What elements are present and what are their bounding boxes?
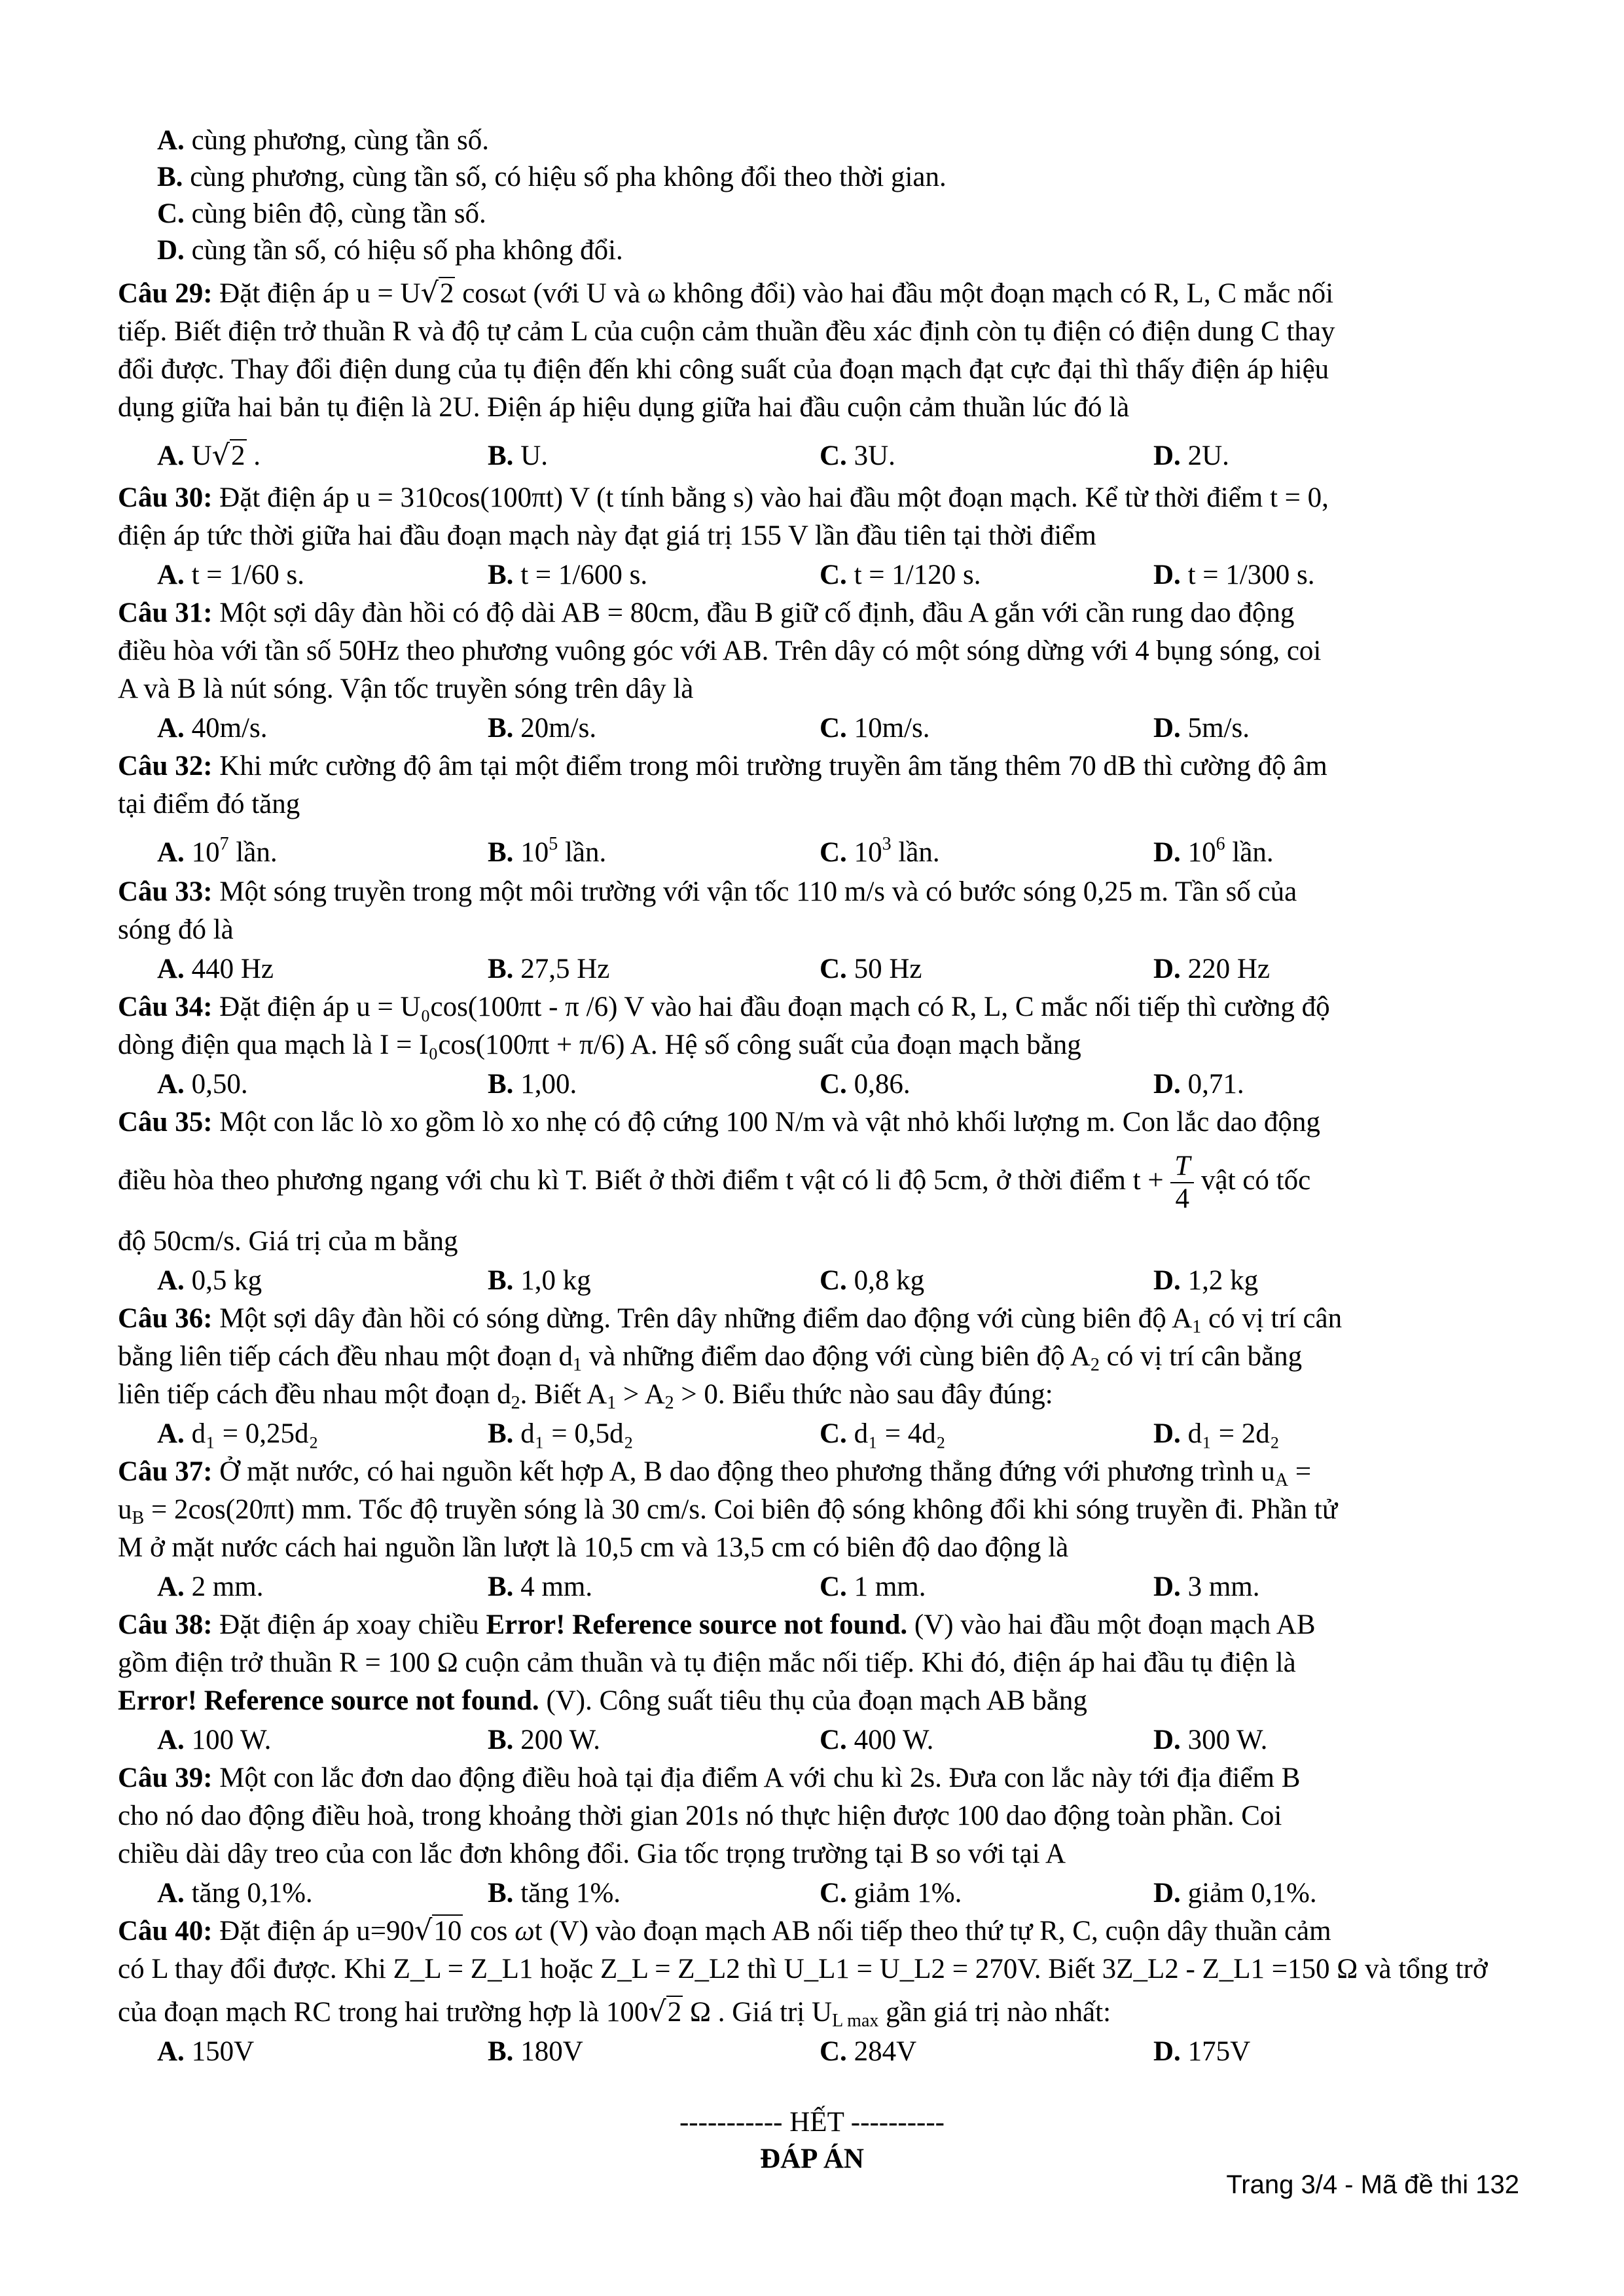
q36-line-3: liên tiếp cách đều nhau một đoạn $d_2$. Biết $A_1 > A_2 > 0$. Biểu thức nào sau đây đúng: bbox=[118, 1379, 1053, 1413]
q28-option-c: C. cùng biên độ, cùng tần số. bbox=[157, 198, 486, 229]
q39-line-2: cho nó dao động điều hoà, trong khoảng thời gian 201s nó thực hiện được 100 dao động toàn phần. Coi bbox=[118, 1801, 1282, 1831]
q30-option-c: C. t = 1/120 s. bbox=[820, 560, 981, 590]
q34-line-1: Câu 34: Đặt điện áp u = U₀cos(100πt - π /6) V vào hai đầu đoạn mạch có R, L, C mắc nối tiếp thì cường độ bbox=[118, 992, 1330, 1022]
q40-line-1: Câu 40: Đặt điện áp u=90√10 cos ωt (V) vào đoạn mạch AB nối tiếp theo thứ tự R, C, cuộn dây thuần cảm bbox=[118, 1914, 1331, 1947]
q29-option-d: D. 2U. bbox=[1153, 440, 1229, 471]
q32-option-b: B. $10^5$ lần. bbox=[488, 834, 607, 868]
q30-line-1: Câu 30: Đặt điện áp u = 310cos(100πt) V (t tính bằng s) vào hai đầu một đoạn mạch. Kể từ thời điểm t = 0, bbox=[118, 482, 1329, 513]
q35-line-2: điều hòa theo phương ngang với chu kì T. Biết ở thời điểm t vật có li độ 5cm, ở thời điểm t + $\frac{T}{4}$ vật có tốc bbox=[118, 1151, 1311, 1215]
q31-option-c: C. 10m/s. bbox=[820, 713, 930, 744]
q40-line-2: có L thay đổi được. Khi Z_L = Z_L1 hoặc Z_L = Z_L2 thì U_L1 = U_L2 = 270V. Biết 3Z_L2 - Z_L1 =150 Ω và tổng trở bbox=[118, 1954, 1488, 1984]
q36-line-2: bằng liên tiếp cách đều nhau một đoạn $d_1$ và những điểm dao động với cùng biên độ $A_2$ có vị trí cân bằng bbox=[118, 1341, 1303, 1375]
q29-option-b: B. U. bbox=[488, 440, 548, 471]
q40-option-c: C. 284V bbox=[820, 2036, 917, 2067]
q33-line-2: sóng đó là bbox=[118, 914, 234, 945]
q34-option-d: D. 0,71. bbox=[1153, 1069, 1244, 1100]
q37-line-3: M ở mặt nước cách hai nguồn lần lượt là 10,5 cm và 13,5 cm có biên độ dao động là bbox=[118, 1532, 1069, 1563]
q31-option-b: B. 20m/s. bbox=[488, 713, 597, 744]
q28-option-b: B. cùng phương, cùng tần số, có hiệu số pha không đổi theo thời gian. bbox=[157, 162, 947, 192]
q30-option-d: D. t = 1/300 s. bbox=[1153, 560, 1315, 590]
end-mark: ----------- HẾT ---------- bbox=[679, 2107, 945, 2138]
q35-line-3: độ 50cm/s. Giá trị của m bằng bbox=[118, 1226, 458, 1257]
q31-line-2: điều hòa với tần số 50Hz theo phương vuông góc với AB. Trên dây có một sóng dừng với 4 bụng sóng, coi bbox=[118, 636, 1322, 666]
q38-option-b: B. 200 W. bbox=[488, 1725, 601, 1755]
q38-line-3: Error! Reference source not found. (V). Công suất tiêu thụ của đoạn mạch AB bằng bbox=[118, 1685, 1087, 1716]
q37-option-c: C. 1 mm. bbox=[820, 1571, 926, 1602]
q37-option-d: D. 3 mm. bbox=[1153, 1571, 1260, 1602]
q39-line-3: chiều dài dây treo của con lắc đơn không đổi. Gia tốc trọng trường tại B so với tại A bbox=[118, 1839, 1066, 1869]
q28-option-d: D. cùng tần số, có hiệu số pha không đổi. bbox=[157, 235, 623, 266]
t-over-4-fraction: $\frac{T}{4}$ bbox=[1170, 1151, 1194, 1215]
q36-option-d: D. d₁ = 2d₂ bbox=[1153, 1418, 1280, 1449]
q32-option-c: C. $10^3$ lần. bbox=[820, 834, 940, 868]
q40-line-3: của đoạn mạch RC trong hai trường hợp là 100√2 Ω . Giá trị $U_{L max}$ gần giá trị nào nhất: bbox=[118, 1996, 1111, 2031]
q37-option-b: B. 4 mm. bbox=[488, 1571, 593, 1602]
q33-option-c: C. 50 Hz bbox=[820, 954, 922, 984]
q31-line-1: Câu 31: Một sợi dây đàn hồi có độ dài AB = 80cm, đầu B giữ cố định, đầu A gắn với cần rung dao động bbox=[118, 598, 1295, 628]
q30-option-b: B. t = 1/600 s. bbox=[488, 560, 648, 590]
q29-line-1: Câu 29: Đặt điện áp u = U√2 cosωt (với U và ω không đổi) vào hai đầu một đoạn mạch có R, L, C mắc nối bbox=[118, 277, 1334, 310]
q38-option-d: D. 300 W. bbox=[1153, 1725, 1268, 1755]
q29-line-2: tiếp. Biết điện trở thuần R và độ tự cảm L của cuộn cảm thuần đều xác định còn tụ điện có điện dung C thay bbox=[118, 316, 1335, 347]
q30-option-a: A. t = 1/60 s. bbox=[157, 560, 304, 590]
q32-option-d: D. $10^6$ lần. bbox=[1153, 834, 1274, 868]
q38-line-2: gồm điện trở thuần R = 100 Ω cuộn cảm thuần và tụ điện mắc nối tiếp. Khi đó, điện áp hai đầu tụ điện là bbox=[118, 1647, 1296, 1678]
q32-line-1: Câu 32: Khi mức cường độ âm tại một điểm trong môi trường truyền âm tăng thêm 70 dB thì cường độ âm bbox=[118, 751, 1327, 781]
q37-line-2: $u_B = 2\cos(20\pi t)$ mm. Tốc độ truyền sóng là 30 cm/s. Coi biên độ sóng không đổi khi sóng truyền đi. Phần tử bbox=[118, 1494, 1338, 1528]
q34-option-b: B. 1,00. bbox=[488, 1069, 577, 1100]
q31-option-a: A. 40m/s. bbox=[157, 713, 268, 744]
q31-line-3: A và B là nút sóng. Vận tốc truyền sóng trên dây là bbox=[118, 673, 694, 704]
q38-option-a: A. 100 W. bbox=[157, 1725, 272, 1755]
answer-heading: ĐÁP ÁN bbox=[760, 2144, 864, 2174]
q34-option-a: A. 0,50. bbox=[157, 1069, 248, 1100]
q39-option-b: B. tăng 1%. bbox=[488, 1878, 621, 1909]
q39-line-1: Câu 39: Một con lắc đơn dao động điều hoà tại địa điểm A với chu kì 2s. Đưa con lắc này tới địa điểm B bbox=[118, 1763, 1301, 1793]
q35-line-1: Câu 35: Một con lắc lò xo gồm lò xo nhẹ có độ cứng 100 N/m và vật nhỏ khối lượng m. Con lắc dao động bbox=[118, 1107, 1320, 1138]
q32-option-a: A. $10^7$ lần. bbox=[157, 834, 278, 868]
q33-option-b: B. 27,5 Hz bbox=[488, 954, 610, 984]
q32-line-2: tại điểm đó tăng bbox=[118, 789, 300, 819]
q37-line-1: Câu 37: Ở mặt nước, có hai nguồn kết hợp A, B dao động theo phương thẳng đứng với phương trình $u_A$ = bbox=[118, 1456, 1312, 1490]
q40-option-b: B. 180V bbox=[488, 2036, 583, 2067]
q31-option-d: D. 5m/s. bbox=[1153, 713, 1250, 744]
q35-option-b: B. 1,0 kg bbox=[488, 1265, 591, 1296]
q33-option-d: D. 220 Hz bbox=[1153, 954, 1270, 984]
q40-option-a: A. 150V bbox=[157, 2036, 255, 2067]
q34-line-2: dòng điện qua mạch là I = I₀cos(100πt + π/6) A. Hệ số công suất của đoạn mạch bằng bbox=[118, 1030, 1081, 1060]
q35-option-a: A. 0,5 kg bbox=[157, 1265, 262, 1296]
q36-option-c: C. d₁ = 4d₂ bbox=[820, 1418, 946, 1449]
q35-option-d: D. 1,2 kg bbox=[1153, 1265, 1259, 1296]
page-footer: Trang 3/4 - Mã đề thi 132 bbox=[1226, 2170, 1519, 2199]
q33-line-1: Câu 33: Một sóng truyền trong một môi trường với vận tốc 110 m/s và có bước sóng 0,25 m. Tần số của bbox=[118, 876, 1297, 907]
q29-line-4: dụng giữa hai bản tụ điện là 2U. Điện áp hiệu dụng giữa hai đầu cuộn cảm thuần lúc đó là bbox=[118, 392, 1130, 423]
q39-option-c: C. giảm 1%. bbox=[820, 1878, 962, 1909]
q36-line-1: Câu 36: Một sợi dây đàn hồi có sóng dừng. Trên dây những điểm dao động với cùng biên độ $A_1$ có vị trí cân bbox=[118, 1303, 1343, 1337]
q33-option-a: A. 440 Hz bbox=[157, 954, 274, 984]
q39-option-d: D. giảm 0,1%. bbox=[1153, 1878, 1317, 1909]
q29-option-a: A. U√2 . bbox=[157, 439, 261, 472]
q34-option-c: C. 0,86. bbox=[820, 1069, 911, 1100]
q29-line-3: đổi được. Thay đổi điện dung của tụ điện đến khi công suất của đoạn mạch đạt cực đại thì thấy điện áp hiệu bbox=[118, 354, 1329, 385]
q38-line-1: Câu 38: Đặt điện áp xoay chiều Error! Reference source not found. (V) vào hai đầu một đoạn mạch AB bbox=[118, 1609, 1316, 1640]
q28-option-a: A. cùng phương, cùng tần số. bbox=[157, 125, 490, 156]
q37-option-a: A. 2 mm. bbox=[157, 1571, 264, 1602]
q38-option-c: C. 400 W. bbox=[820, 1725, 934, 1755]
q36-option-b: B. d₁ = 0,5d₂ bbox=[488, 1418, 634, 1449]
q30-line-2: điện áp tức thời giữa hai đầu đoạn mạch này đạt giá trị 155 V lần đầu tiên tại thời điểm bbox=[118, 520, 1096, 551]
q36-option-a: A. d₁ = 0,25d₂ bbox=[157, 1418, 319, 1449]
q40-option-d: D. 175V bbox=[1153, 2036, 1251, 2067]
q29-option-c: C. 3U. bbox=[820, 440, 895, 471]
q35-option-c: C. 0,8 kg bbox=[820, 1265, 925, 1296]
q39-option-a: A. tăng 0,1%. bbox=[157, 1878, 313, 1909]
